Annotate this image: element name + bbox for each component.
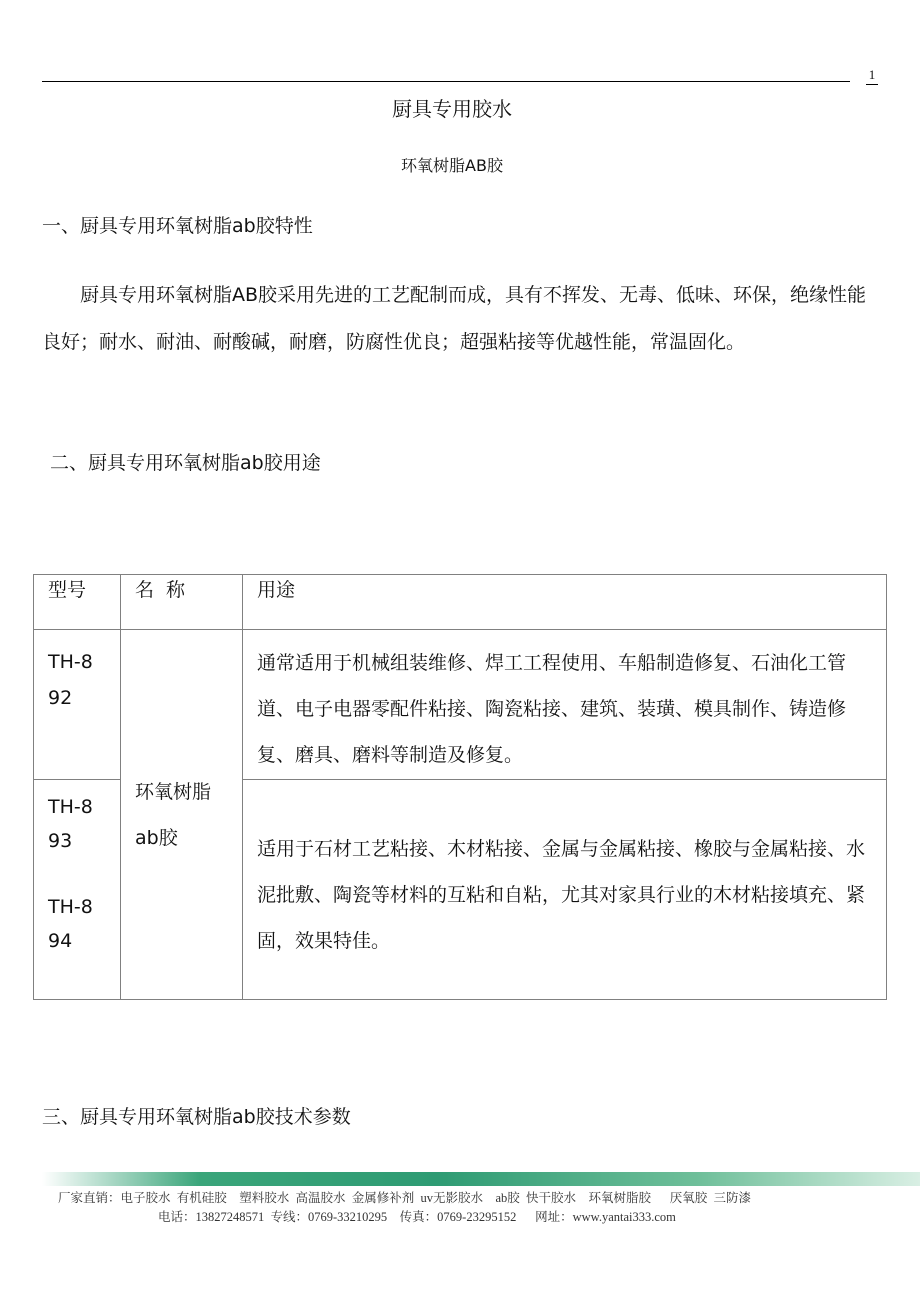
section-3-heading: 三、厨具专用环氧树脂ab胶技术参数: [42, 1106, 351, 1128]
section-1-body: 厨具专用环氧树脂AB胶采用先进的工艺配制而成，具有不挥发、无毒、低味、环保，绝缘性能良好；耐水、耐油、耐酸碱，耐磨，防腐性优良；超强粘接等优越性能，常温固化。: [42, 284, 867, 353]
name-line-1: 环氧树脂: [135, 780, 212, 803]
table-row: [34, 630, 887, 780]
name-cell: [121, 630, 243, 1000]
model-TH-894: TH-894: [48, 896, 93, 952]
footer-contact: 电话：13827248571 专线：0769-33210295 传真：0769-23295152 网址：www.yantai333.com: [158, 1210, 676, 1224]
page-number: 1: [868, 67, 876, 82]
header-name: 名称: [121, 575, 243, 630]
header-use: 用途: [243, 575, 887, 630]
model-TH-892: TH-892: [48, 651, 93, 709]
document-title: 厨具专用胶水: [392, 97, 512, 121]
usage-table: [33, 574, 887, 1000]
footer-products: 厂家直销：电子胶水 有机硅胶 塑料胶水 高温胶水 金属修补剂 uv无影胶水 ab胶 快干胶水 环氧树脂胶 厌氧胶 三防漆: [58, 1191, 752, 1205]
use-cell: 适用于石材工艺粘接、木材粘接、金属与金属粘接、橡胶与金属粘接、水泥批敷、陶瓷等材料的互粘和自粘，尤其对家具行业的木材粘接填充、紧固，效果特佳。: [243, 780, 887, 1000]
name-line-2: ab胶: [135, 826, 178, 849]
footer-bar: [42, 1172, 920, 1186]
document-subtitle: 环氧树脂AB胶: [401, 156, 503, 175]
header-rule: [42, 81, 850, 82]
section-2-heading: 二、厨具专用环氧树脂ab胶用途: [50, 452, 321, 474]
page-number-underline: [866, 84, 878, 85]
header-model: 型号: [34, 575, 121, 630]
table-header-row: [34, 575, 887, 630]
model-cell: [34, 630, 121, 780]
model-cell: [34, 780, 121, 1000]
model-TH-893: TH-893: [48, 796, 93, 852]
section-1-heading: 一、厨具专用环氧树脂ab胶特性: [42, 215, 313, 237]
use-cell: 通常适用于机械组装维修、焊工工程使用、车船制造修复、石油化工管道、电子电器零配件粘接、陶瓷粘接、建筑、装璜、模具制作、铸造修复、磨具、磨料等制造及修复。: [243, 630, 887, 780]
